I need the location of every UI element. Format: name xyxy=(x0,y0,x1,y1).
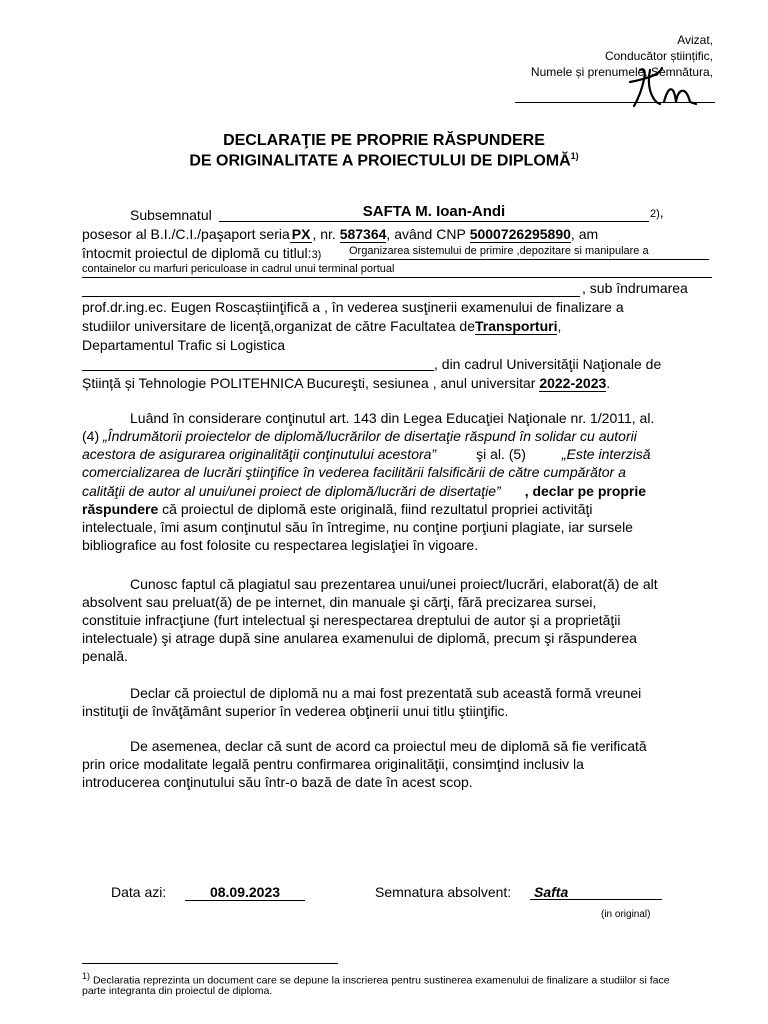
approval-line-1: Avizat, xyxy=(677,33,713,47)
coordinator-signature xyxy=(620,62,720,112)
faculty-field[interactable]: Transporturi xyxy=(475,318,558,334)
footnote-line-1: 1) Declaratia reprezinta un document care se depune la inscrierea pentru sustinerea examenului de finalizare a studiilor si face xyxy=(82,971,670,987)
stiinta-line: Știință și Tehnologie POLITEHNICA Bucureşti, sesiunea , anul universitar 2022-2023. xyxy=(82,375,611,391)
am-label: , am xyxy=(570,226,599,242)
approval-line-2: Conducător științific, xyxy=(604,49,713,63)
p4-line-c: introducerea conţinutului său într-o bază de date în acest scop. xyxy=(82,774,473,790)
title-footnote-marker: 1) xyxy=(570,151,579,161)
document-title-line-1: DECLARAŢIE PE PROPRIE RĂSPUNDERE xyxy=(223,132,545,149)
student-signature-field[interactable]: Safta xyxy=(530,884,662,900)
subsemnatul-label: Subsemnatul xyxy=(130,207,212,223)
p1-line-e: calităţii de autor al unui/unei proiect de diplomă/lucrări de disertaţie” , declar pe proprie xyxy=(82,483,647,499)
p3-line-a: Declar că proiectul de diplomă nu a mai fost prezentată sub această formă vreunei xyxy=(130,685,642,701)
universitatii-label: , din cadrul Universităţii Naţionale de xyxy=(434,356,662,372)
p2-line-a: Cunosc faptul că plagiatul sau prezentarea unui/unei proiect/lucrări, elaborat(ă) de alt xyxy=(130,576,658,592)
signature-label: Semnatura absolvent: xyxy=(375,884,512,900)
sub-indrumarea-label: , sub îndrumarea xyxy=(582,280,688,296)
cnp-label: , având CNP xyxy=(386,226,466,242)
p1-line-f: răspundere că proiectul de diplomă este originală, fiind rezultatul propriei activităţi xyxy=(82,501,593,517)
posesor-line xyxy=(82,226,598,242)
coordinator-blank-line xyxy=(82,284,580,297)
nr-label: , nr. xyxy=(312,226,336,242)
p3-line-b: instituţii de învăţământ superior în vederea obţinerii unui titlu ştiinţific. xyxy=(82,703,509,719)
student-name-field[interactable]: SAFTA M. Ioan-Andi xyxy=(219,203,649,222)
p1-line-g: intelectuale, îmi asum conţinutul său în întregime, nu conţine porţiuni plagiate, iar sursele xyxy=(82,519,633,535)
in-original-note: (in original) xyxy=(601,909,651,920)
p2-line-b: absolvent sau preluat(ă) de pe internet, din manuale şi cărţi, fără precizarea sursei, xyxy=(82,594,597,610)
p4-line-b: prin orice modalitate legală pentru confirmarea originalităţii, consimţind inclusiv la xyxy=(82,756,584,772)
document-title-line-2 xyxy=(0,151,768,170)
p4-line-a: De asemenea, declar că sunt de acord ca proiectul meu de diplomă să fie verificată xyxy=(130,738,647,754)
title-line-2-text: DE ORIGINALITATE A PROIECTULUI DE DIPLOMĂ xyxy=(189,152,571,170)
p1-line-c: acestora de asigurarea originalităţii conţinutului acestora” şi al. (5) „Este interzisă xyxy=(82,446,651,462)
department-line: Departamentul Trafic si Logistica xyxy=(82,337,286,353)
id-series-field[interactable]: PX xyxy=(291,226,311,242)
date-label: Data azi: xyxy=(111,884,167,900)
footnote-2-marker: 2), xyxy=(650,204,664,220)
p2-line-e: penală. xyxy=(82,648,128,664)
id-number-field[interactable]: 587364 xyxy=(339,226,387,242)
cnp-field[interactable]: 5000726295890 xyxy=(469,226,571,242)
footnote-separator xyxy=(82,963,338,964)
posesor-label: posesor al B.I./C.I./paşaport seria xyxy=(82,226,290,242)
p1-line-d: comercializarea de lucrări ştiinţifice în vederea facilitării falsificării de către cumpărător a xyxy=(82,464,626,480)
footnote-line-2: parte integranta din proiectul de diploma. xyxy=(82,985,273,997)
p2-line-d: intelectuale) şi atrage după sine anularea examenului de diplomă, precum şi răspunderea xyxy=(82,630,637,646)
studiilor-line: studiilor universitare de licenţă,organizat de către Facultatea deTransporturi, xyxy=(82,318,562,334)
intocmit-label: întocmit proiectul de diplomă cu titlul:3) xyxy=(82,245,322,261)
project-title-line-1[interactable]: Organizarea sistemului de primire ,depozitare si manipulare a xyxy=(349,245,709,260)
department-blank-line xyxy=(82,360,434,371)
coordinator-line: prof.dr.ing.ec. Eugen Roscaștiinţifică a , în vederea susţinerii examenului de finalizare a xyxy=(82,299,624,315)
p1-line-a: Luând în considerare conţinutul art. 143 din Legea Educaţiei Naţionale nr. 1/2011, al. xyxy=(130,410,655,426)
project-title-line-2[interactable]: containelor cu marfuri periculoase in cadrul unui terminal portual xyxy=(82,263,712,278)
p2-line-c: constituie infracţiune (furt intelectual şi nerespectarea dreptului de autor şi a proprietăţii xyxy=(82,612,621,628)
date-field[interactable]: 08.09.2023 xyxy=(185,884,305,901)
p1-line-h: bibliografice au fost folosite cu respectarea legislaţiei în vigoare. xyxy=(82,537,479,553)
approval-line-3: Numele și prenumele, Semnătura, xyxy=(530,65,713,79)
academic-year-field[interactable]: 2022-2023 xyxy=(539,375,607,391)
p1-line-b: (4) „Îndrumătorii proiectelor de diplomă/lucrărilor de disertaţie răspund în solidar cu autorii xyxy=(82,428,637,444)
